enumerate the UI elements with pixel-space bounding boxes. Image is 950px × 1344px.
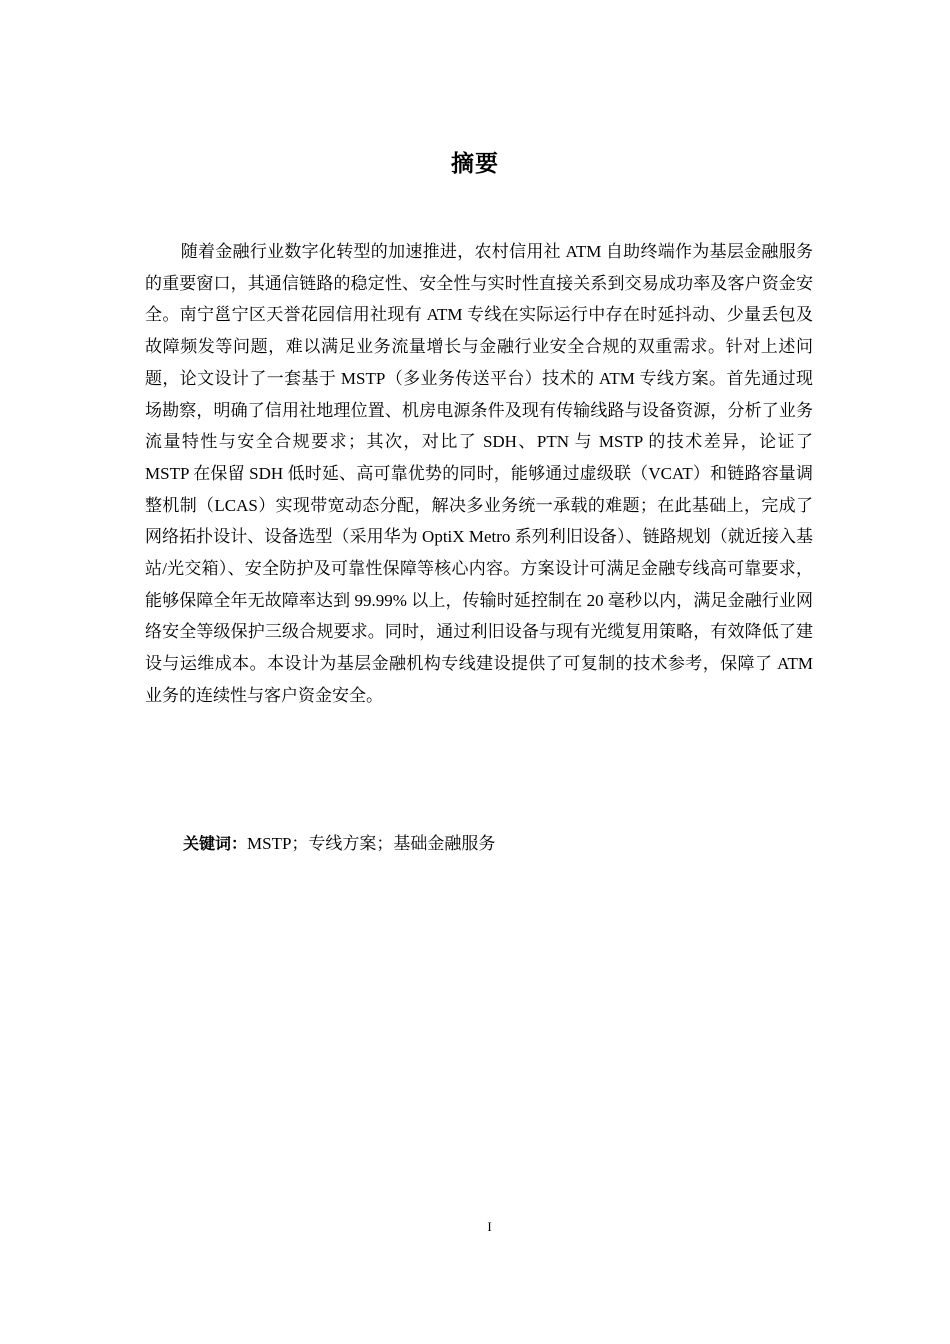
abstract-paragraph: 随着金融行业数字化转型的加速推进，农村信用社 ATM 自助终端作为基层金融服务的重要窗口，其通信链路的稳定性、安全性与实时性直接关系到交易成功率及客户资金安全。南宁邕宁区天誉花园信用社现有 ATM 专线在实际运行中存在时延抖动、少量丢包及故障频发等问题，难以满足业务流量增长与金融行业安全合规的双重需求。针对上述问题，论文设计了一套基于 MSTP（多业务传送平台）技术的 ATM 专线方案。首先通过现场勘察，明确了信用社地理位置、机房电源条件及现有传输线路与设备资源，分析了业务流量特性与安全合规要求；其次，对比了 SDH、PTN 与 MSTP 的技术差异，论证了 MSTP 在保留 SDH 低时延、高可靠优势的同时，能够通过虚级联（VCAT）和链路容量调整机制（LCAS）实现带宽动态分配，解决多业务统一承载的难题；在此基础上，完成了网络拓扑设计、设备选型（采用华为 OptiX Metro 系列利旧设备）、链路规划（就近接入基站/光交箱）、安全防护及可靠性保障等核心内容。方案设计可满足金融专线高可靠要求，能够保障全年无故障率达到 99.99% 以上，传输时延控制在 20 毫秒以内，满足金融行业网络安全等级保护三级合规要求。同时，通过利旧设备与现有光缆复用策略，有效降低了建设与运维成本。本设计为基层金融机构专线建设提供了可复制的技术参考，保障了 ATM 业务的连续性与客户资金安全。 bbox=[145, 242, 813, 705]
keywords-value: MSTP；专线方案；基础金融服务 bbox=[247, 834, 496, 853]
page-number: I bbox=[487, 1219, 492, 1234]
abstract-title: 摘要 bbox=[451, 151, 499, 177]
keywords-label: 关键词： bbox=[183, 834, 248, 853]
keywords-line bbox=[183, 829, 803, 859]
